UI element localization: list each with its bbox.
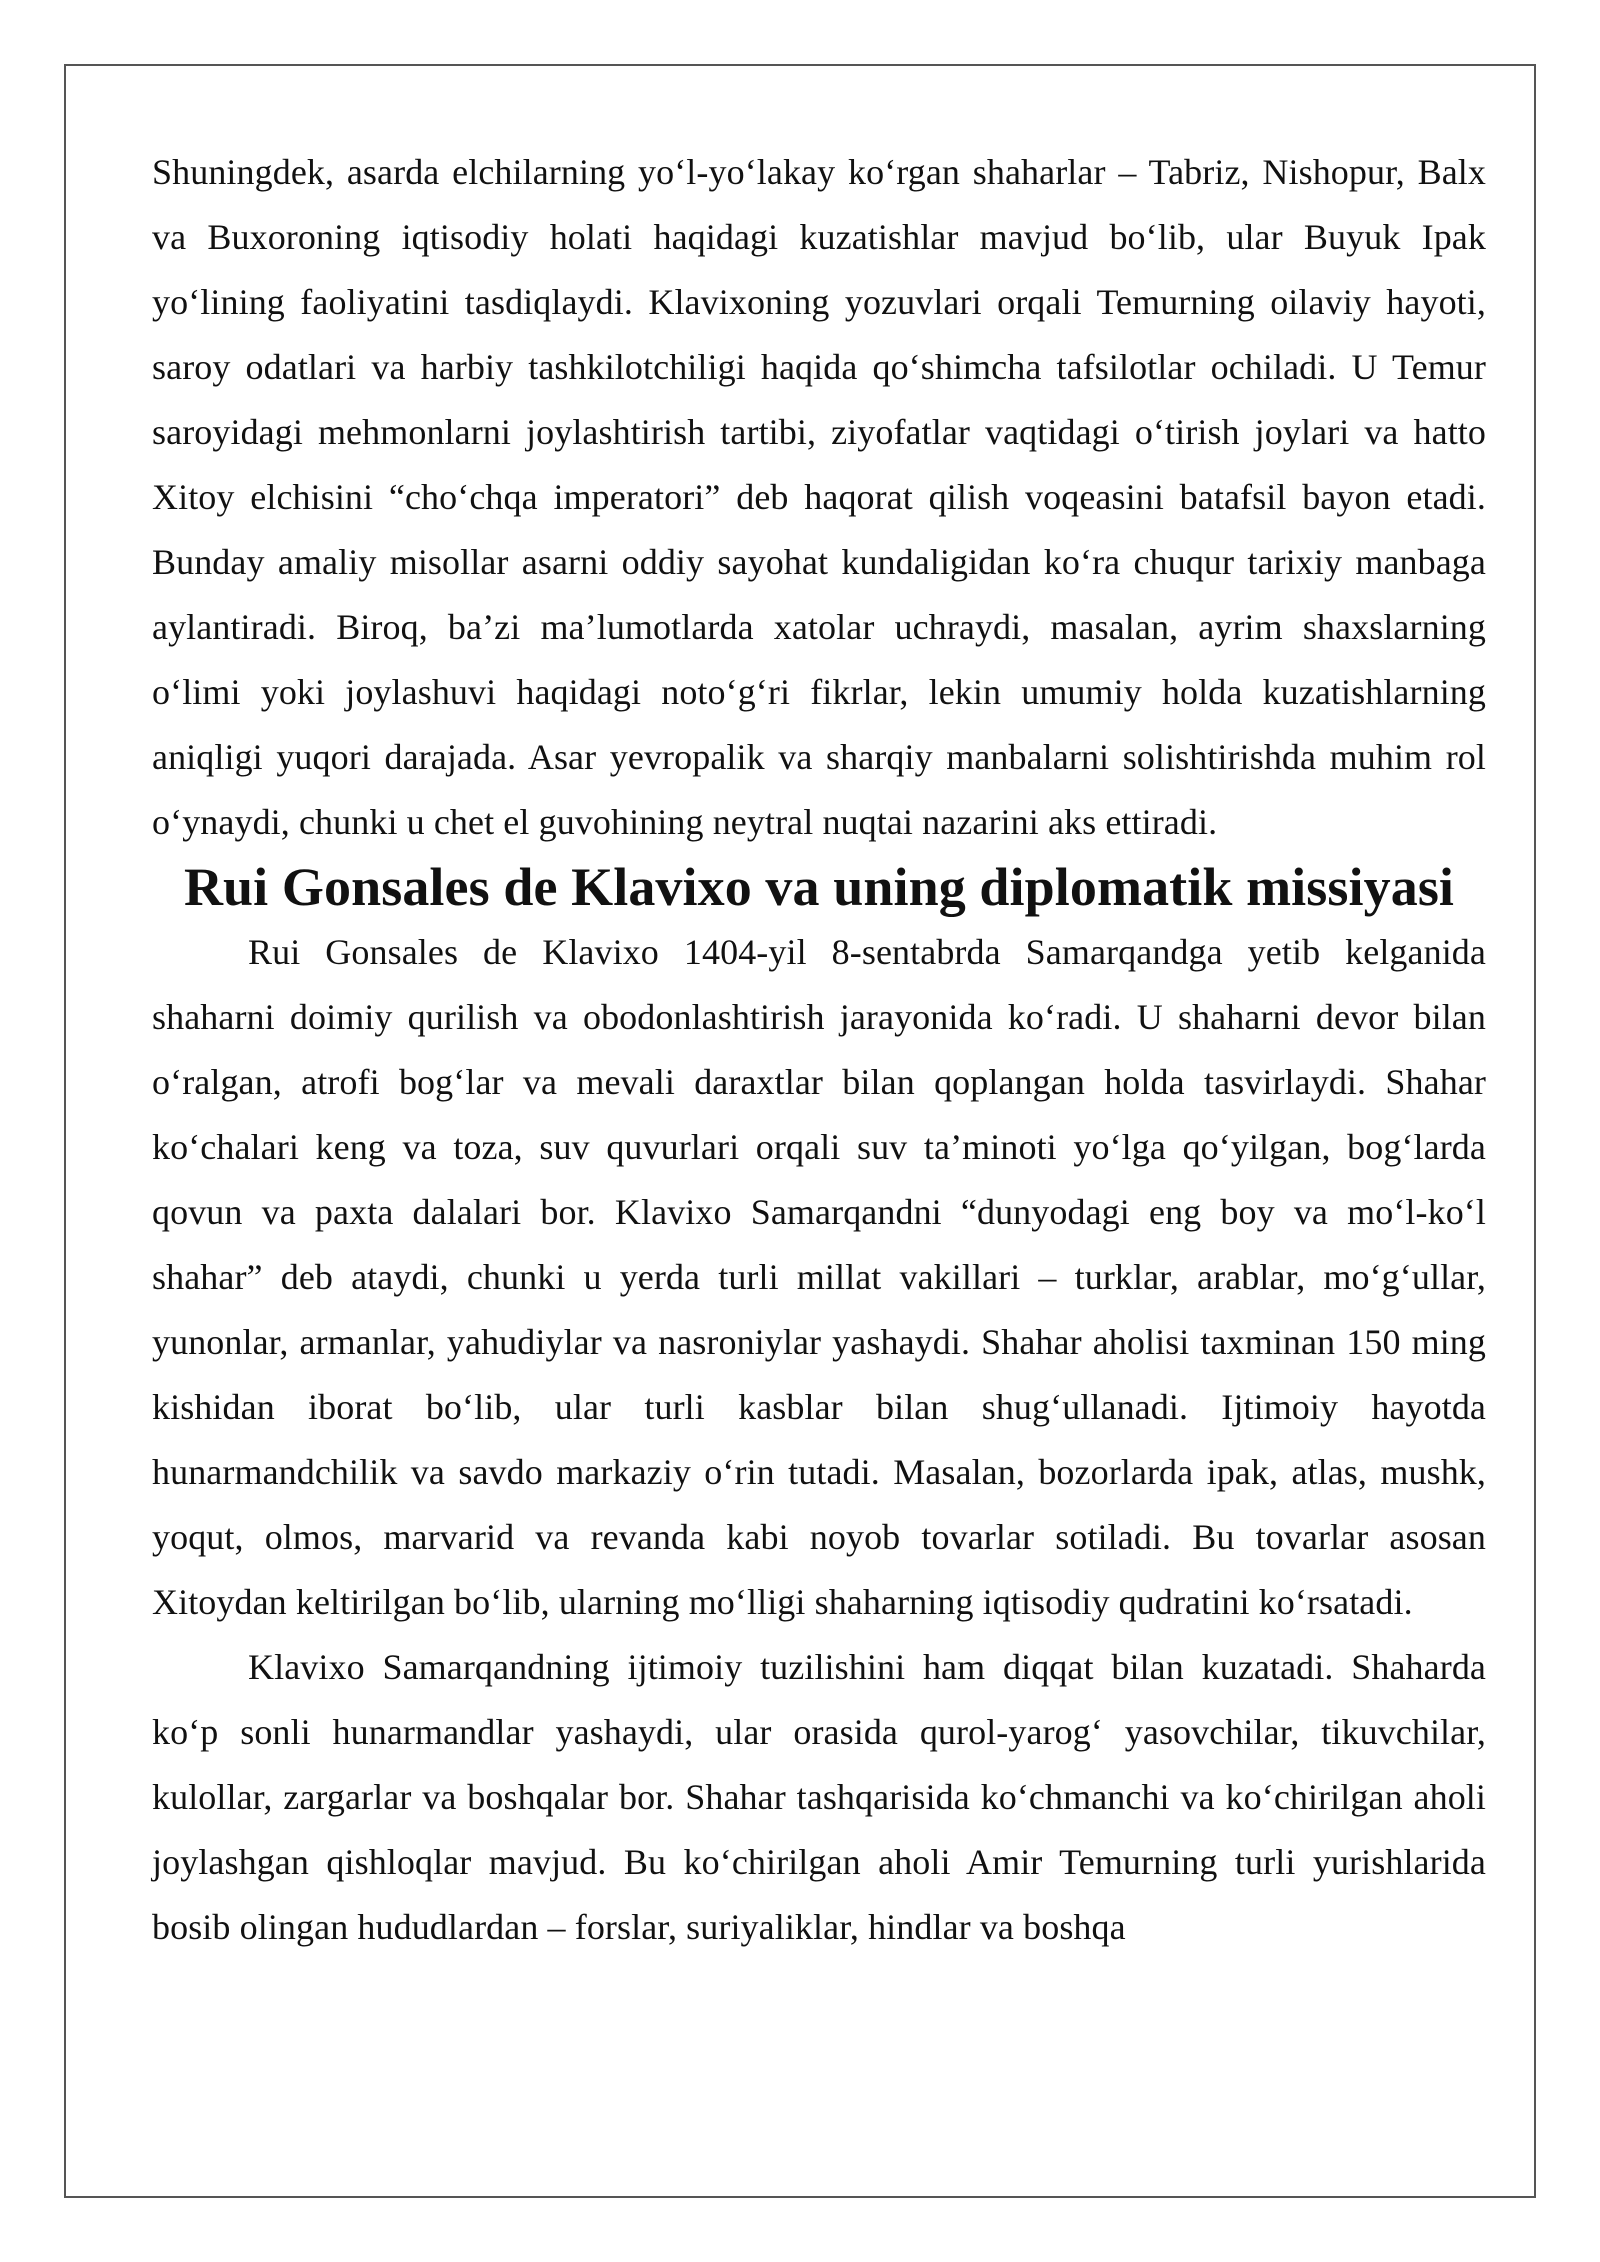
paragraph-samarkand-arrival: Rui Gonsales de Klavixo 1404-yil 8-sentabrda Samarqandga yetib kelganida shaharni doimiy qurilish va obodonlashtirish jarayonida ko‘radi. U shaharni devor bilan o‘ralgan, atrofi bog‘lar va mevali daraxtlar bilan qoplangan holda tasvirlaydi. Shahar ko‘chalari keng va toza, suv quvurlari orqali suv ta’minoti yo‘lga qo‘yilgan, bog‘larda qovun va paxta dalalari bor. Klavixo Samarqandni “dunyodagi eng boy va mo‘l-ko‘l shahar” deb ataydi, chunki u yerda turli millat vakillari – turklar, arablar, mo‘g‘ullar, yunonlar, armanlar, yahudiylar va nasroniylar yashaydi. Shahar aholisi taxminan 150 ming kishidan iborat bo‘lib, ular turli kasblar bilan shug‘ullanadi. Ijtimoiy hayotda hunarmandchilik va savdo markaziy o‘rin tutadi. Masalan, bozorlarda ipak, atlas, mushk, yoqut, olmos, marvarid va revanda kabi noyob tovarlar sotiladi. Bu tovarlar asosan Xitoydan keltirilgan bo‘lib, ularning mo‘lligi shaharning iqtisodiy qudratini ko‘rsatadi. <box>152 932 1486 1622</box>
page-text-body <box>152 140 1486 1960</box>
section-heading: Rui Gonsales de Klavixo va uning diplomatik missiyasi <box>183 857 1455 917</box>
paragraph-social-structure: Klavixo Samarqandning ijtimoiy tuzilishini ham diqqat bilan kuzatadi. Shaharda ko‘p sonli hunarmandlar yashaydi, ular orasida qurol-yarog‘ yasovchilar, tikuvchilar, kulollar, zargarlar va boshqalar bor. Shahar tashqarisida ko‘chmanchi va ko‘chirilgan aholi joylashgan qishloqlar mavjud. Bu ko‘chirilgan aholi Amir Temurning turli yurishlarida bosib olingan hududlardan – forslar, suriyaliklar, hindlar va boshqa <box>152 1647 1486 1947</box>
paragraph-trade-cities: Shuningdek, asarda elchilarning yo‘l-yo‘lakay ko‘rgan shaharlar – Tabriz, Nishopur, Balx va Buxoroning iqtisodiy holati haqidagi kuzatishlar mavjud bo‘lib, ular Buyuk Ipak yo‘lining faoliyatini tasdiqlaydi. Klavixoning yozuvlari orqali Temurning oilaviy hayoti, saroy odatlari va harbiy tashkilotchiligi haqida qo‘shimcha tafsilotlar ochiladi. U Temur saroyidagi mehmonlarni joylashtirish tartibi, ziyofatlar vaqtidagi o‘tirish joylari va hatto Xitoy elchisini “cho‘chqa imperatori” deb haqorat qilish voqeasini batafsil bayon etadi. Bunday amaliy misollar asarni oddiy sayohat kundaligidan ko‘ra chuqur tarixiy manbaga aylantiradi. Biroq, ba’zi ma’lumotlarda xatolar uchraydi, masalan, ayrim shaxslarning o‘limi yoki joylashuvi haqidagi noto‘g‘ri fikrlar, lekin umumiy holda kuzatishlarning aniqligi yuqori darajada. Asar yevropalik va sharqiy manbalarni solishtirishda muhim rol o‘ynaydi, chunki u chet el guvohining neytral nuqtai nazarini aks ettiradi. <box>152 152 1486 842</box>
